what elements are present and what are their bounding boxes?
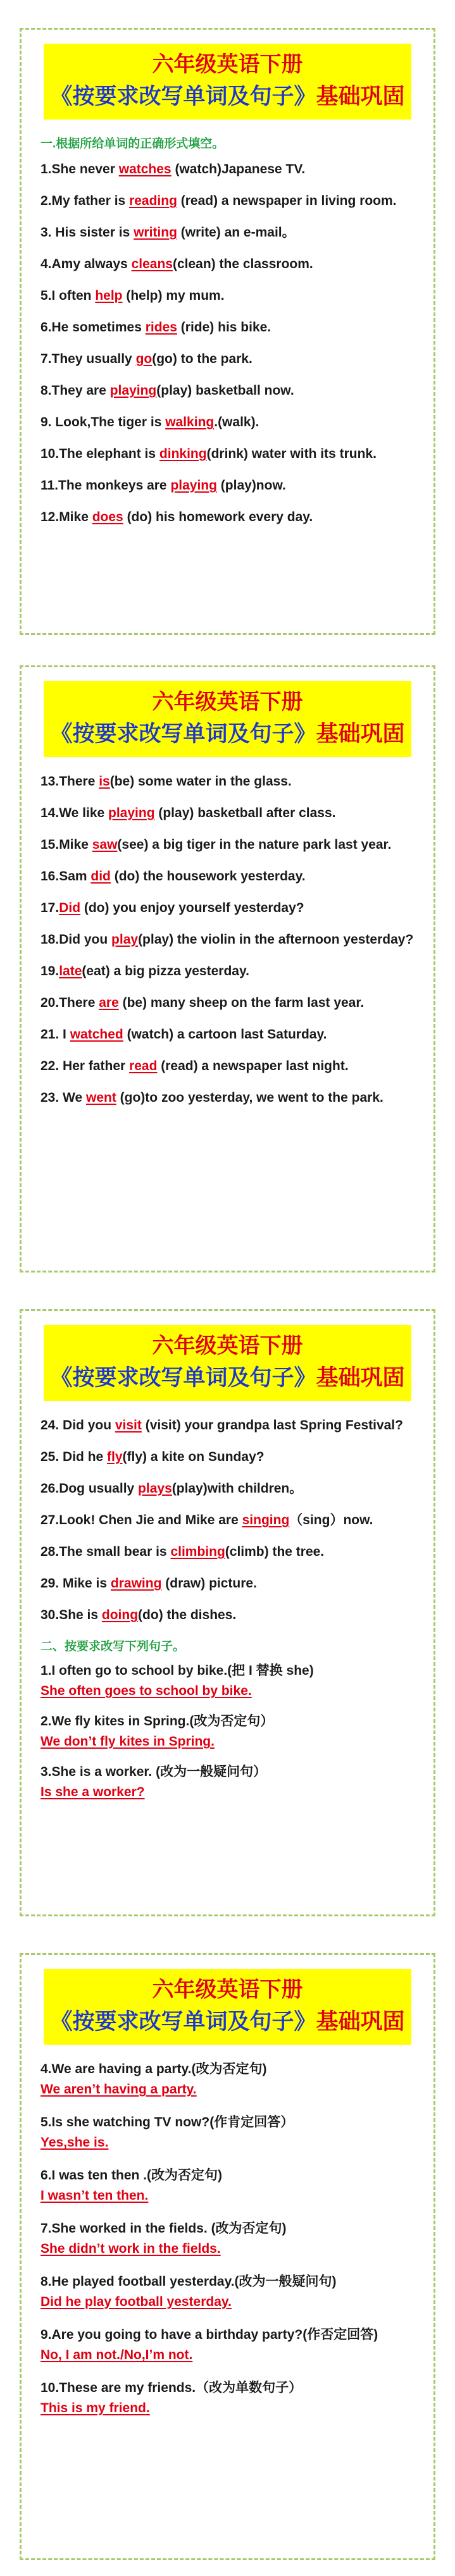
fill-question	[41, 318, 414, 337]
answer-word: does	[92, 510, 123, 524]
card-body	[22, 120, 433, 527]
fill-question	[41, 160, 414, 179]
question-text: 1.She never	[41, 162, 119, 176]
answer-sentence: We don’t fly kites in Spring.	[41, 1734, 215, 1749]
question-text: 5.I often	[41, 288, 96, 303]
question-text: (climb) the tree.	[225, 1544, 325, 1559]
fill-question	[41, 1025, 414, 1044]
fill-question	[41, 1088, 414, 1107]
fill-question	[41, 994, 414, 1013]
answer-word: fly	[107, 1450, 123, 1464]
fill-question	[41, 804, 414, 823]
title-grade: 六年级英语下册	[152, 690, 303, 714]
rewrite-question	[41, 2379, 414, 2418]
question-text: 4.Amy always	[41, 257, 132, 271]
question-text: (play) basketball after class.	[154, 806, 336, 820]
question-text: (do) the housework yesterday.	[110, 869, 306, 884]
question-text: (watch)Japanese TV.	[171, 162, 306, 176]
question-text: 1.I often go to school by bike.(把 I 替换 she)	[41, 1663, 314, 1678]
answer-word: watched	[70, 1027, 123, 1042]
question-text: 15.Mike	[41, 837, 92, 852]
title-grade: 六年级英语下册	[152, 52, 303, 77]
question-text: (write) an e-mail。	[177, 225, 296, 240]
fill-question	[41, 1416, 414, 1435]
answer-word: help	[95, 288, 123, 303]
question-text: (be) some water in the glass.	[109, 774, 292, 789]
section-heading-rewrite: 二、按要求改写下列句子。	[41, 1640, 185, 1653]
answer-sentence: This is my friend.	[41, 2401, 150, 2415]
answer-sentence: No, I am not./No,I’m not.	[41, 2348, 193, 2362]
question-list	[41, 160, 414, 527]
fill-question	[41, 867, 414, 886]
title-topic: 《按要求改写单词及句子》基础巩固	[50, 2009, 405, 2034]
question-text: 2.My father is	[41, 194, 130, 208]
answer-word: plays	[138, 1481, 172, 1496]
title-topic: 《按要求改写单词及句子》基础巩固	[50, 84, 405, 109]
answer-word: saw	[92, 837, 118, 852]
title-grade: 六年级英语下册	[152, 1978, 303, 2002]
question-text: (go) to the park.	[152, 352, 252, 366]
fill-question	[41, 255, 414, 274]
fill-question	[41, 413, 414, 432]
question-text: (watch) a cartoon last Saturday.	[123, 1027, 327, 1042]
question-text: 26.Dog usually	[41, 1481, 139, 1496]
question-text: (do) you enjoy yourself yesterday?	[80, 901, 304, 915]
rewrite-question	[41, 2219, 414, 2259]
answer-sentence: Is she a worker?	[41, 1785, 145, 1799]
answer-word: read	[129, 1059, 158, 1073]
question-text: 25. Did he	[41, 1450, 108, 1464]
title-banner	[44, 44, 411, 120]
answer-sentence: Did he play football yesterday.	[41, 2295, 232, 2309]
answer-word: did	[90, 869, 111, 884]
question-text: (do) his homework every day.	[123, 510, 313, 524]
question-text: (help) my mum.	[122, 288, 225, 303]
question-text: 5.Is she watching TV now?(作肯定回答）	[41, 2115, 294, 2129]
question-text: (do) the dishes.	[138, 1608, 237, 1622]
question-text: 24. Did you	[41, 1418, 115, 1433]
answer-word: walking	[165, 415, 215, 429]
fill-question	[41, 772, 414, 791]
question-list	[41, 763, 414, 1107]
question-text: 2.We fly kites in Spring.(改为否定句）	[41, 1714, 274, 1729]
answer-sentence: Yes,she is.	[41, 2135, 109, 2150]
fill-question	[41, 508, 414, 527]
question-text: (ride) his bike.	[177, 320, 271, 335]
fill-question	[41, 1543, 414, 1562]
question-text: (read) a newspaper last night.	[157, 1059, 349, 1073]
answer-sentence: We aren’t having a party.	[41, 2082, 197, 2097]
rewrite-question	[41, 2113, 414, 2152]
answer-word: went	[85, 1090, 116, 1105]
fill-question	[41, 930, 414, 949]
answer-word: watches	[118, 162, 171, 176]
question-text: 7.They usually	[41, 352, 136, 366]
answer-word: cleans	[131, 257, 173, 271]
question-text: (read) a newspaper in living room.	[177, 194, 397, 208]
answer-word: is	[99, 774, 110, 789]
answer-word: playing	[170, 478, 217, 493]
answer-word: singing	[242, 1513, 290, 1527]
title-banner	[44, 681, 411, 757]
answer-word: doing	[101, 1608, 139, 1622]
worksheet-card-4	[20, 1953, 435, 2560]
rewrite-list	[41, 1661, 414, 1802]
question-text: (play)now.	[216, 478, 286, 493]
rewrite-question	[41, 1712, 414, 1751]
fill-question	[41, 445, 414, 464]
question-text: （sing）now.	[289, 1513, 373, 1527]
rewrite-question	[41, 2060, 414, 2099]
question-text: 8.He played football yesterday.(改为一般疑问句)	[41, 2274, 337, 2289]
answer-sentence: She often goes to school by bike.	[41, 1684, 252, 1698]
question-text: 12.Mike	[41, 510, 92, 524]
title-topic: 《按要求改写单词及句子》基础巩固	[50, 1365, 405, 1390]
question-text: 21. I	[41, 1027, 70, 1042]
rewrite-question	[41, 1763, 414, 1802]
question-text: (fly) a kite on Sunday?	[122, 1450, 265, 1464]
answer-word: writing	[134, 225, 177, 240]
title-banner	[44, 1969, 411, 2045]
card-body	[22, 1401, 433, 1802]
answer-word: rides	[145, 320, 177, 335]
answer-word: go	[135, 352, 153, 366]
question-text: 3. His sister is	[41, 225, 134, 240]
question-text: 27.Look! Chen Jie and Mike are	[41, 1513, 242, 1527]
question-text: 9.Are you going to have a birthday party?(作否定回答)	[41, 2327, 378, 2342]
rewrite-question	[41, 2272, 414, 2312]
question-text: (be) many sheep on the farm last year.	[118, 995, 365, 1010]
title-topic: 《按要求改写单词及句子》基础巩固	[50, 722, 405, 746]
question-text: 29. Mike is	[41, 1576, 111, 1591]
question-text: 10.These are my friends.（改为单数句子）	[41, 2381, 302, 2395]
question-text: 18.Did you	[41, 932, 112, 947]
question-text: 17.	[41, 901, 59, 915]
worksheet-card-1	[20, 28, 435, 635]
question-text: 7.She worked in the fields. (改为否定句)	[41, 2221, 287, 2236]
question-text: (play) basketball now.	[156, 383, 294, 398]
question-text: (go)to zoo yesterday, we went to the park.	[116, 1090, 383, 1105]
fill-question	[41, 899, 414, 918]
question-text: (play)with children。	[171, 1481, 303, 1496]
rewrite-question	[41, 2166, 414, 2205]
fill-question	[41, 381, 414, 400]
question-text: 10.The elephant is	[41, 447, 159, 461]
question-text: 20.There	[41, 995, 99, 1010]
question-text: 22. Her father	[41, 1059, 130, 1073]
fill-question	[41, 476, 414, 495]
question-text: 19.	[41, 964, 59, 978]
question-text: 23. We	[41, 1090, 86, 1105]
question-text: (draw) picture.	[161, 1576, 257, 1591]
question-text: 9. Look,The tiger is	[41, 415, 166, 429]
fill-question	[41, 1511, 414, 1530]
question-text: (see) a big tiger in the nature park last year.	[117, 837, 392, 852]
question-text: 30.She is	[41, 1608, 102, 1622]
fill-question	[41, 1057, 414, 1076]
rewrite-question	[41, 2326, 414, 2365]
rewrite-list	[41, 2051, 414, 2418]
fill-question	[41, 835, 414, 854]
question-text: 14.We like	[41, 806, 109, 820]
answer-word: dinking	[159, 447, 207, 461]
fill-question	[41, 1479, 414, 1498]
section-heading-fill: 一.根据所给单词的正确形式填空。	[41, 137, 225, 151]
fill-question	[41, 350, 414, 369]
answer-sentence: I wasn’t ten then.	[41, 2188, 149, 2203]
rewrite-question	[41, 1661, 414, 1701]
fill-question	[41, 1574, 414, 1593]
fill-question	[41, 1606, 414, 1625]
fill-question	[41, 192, 414, 211]
card-body	[22, 2045, 433, 2418]
title-grade: 六年级英语下册	[152, 1334, 303, 1358]
answer-word: playing	[108, 806, 155, 820]
answer-word: late	[59, 964, 82, 978]
question-text: (drink) water with its trunk.	[206, 447, 377, 461]
answer-sentence: She didn’t work in the fields.	[41, 2241, 221, 2256]
question-text: 28.The small bear is	[41, 1544, 171, 1559]
question-list	[41, 1407, 414, 1625]
worksheet-card-2	[20, 665, 435, 1273]
worksheet-card-3	[20, 1309, 435, 1916]
answer-word: reading	[129, 194, 177, 208]
question-text: 3.She is a worker. (改为一般疑问句）	[41, 1765, 267, 1779]
title-banner	[44, 1325, 411, 1401]
answer-word: Did	[59, 901, 81, 915]
question-text: 13.There	[41, 774, 99, 789]
fill-question	[41, 962, 414, 981]
question-text: 8.They are	[41, 383, 110, 398]
card-body	[22, 757, 433, 1107]
question-text: 11.The monkeys are	[41, 478, 171, 493]
question-text: (play) the violin in the afternoon yesterday?	[138, 932, 414, 947]
question-text: (clean) the classroom.	[172, 257, 313, 271]
answer-word: playing	[109, 383, 157, 398]
question-text: 6.I was ten then .(改为否定句)	[41, 2168, 223, 2183]
answer-word: play	[111, 932, 139, 947]
answer-word: visit	[115, 1418, 142, 1433]
answer-word: climbing	[170, 1544, 225, 1559]
question-text: 6.He sometimes	[41, 320, 146, 335]
fill-question	[41, 223, 414, 242]
question-text: (eat) a big pizza yesterday.	[82, 964, 249, 978]
answer-word: drawing	[110, 1576, 162, 1591]
question-text: (visit) your grandpa last Spring Festival?	[141, 1418, 403, 1433]
question-text: 16.Sam	[41, 869, 91, 884]
question-text: .(walk).	[214, 415, 259, 429]
fill-question	[41, 1448, 414, 1467]
fill-question	[41, 287, 414, 305]
question-text: 4.We are having a party.(改为否定句)	[41, 2062, 267, 2076]
answer-word: are	[99, 995, 119, 1010]
